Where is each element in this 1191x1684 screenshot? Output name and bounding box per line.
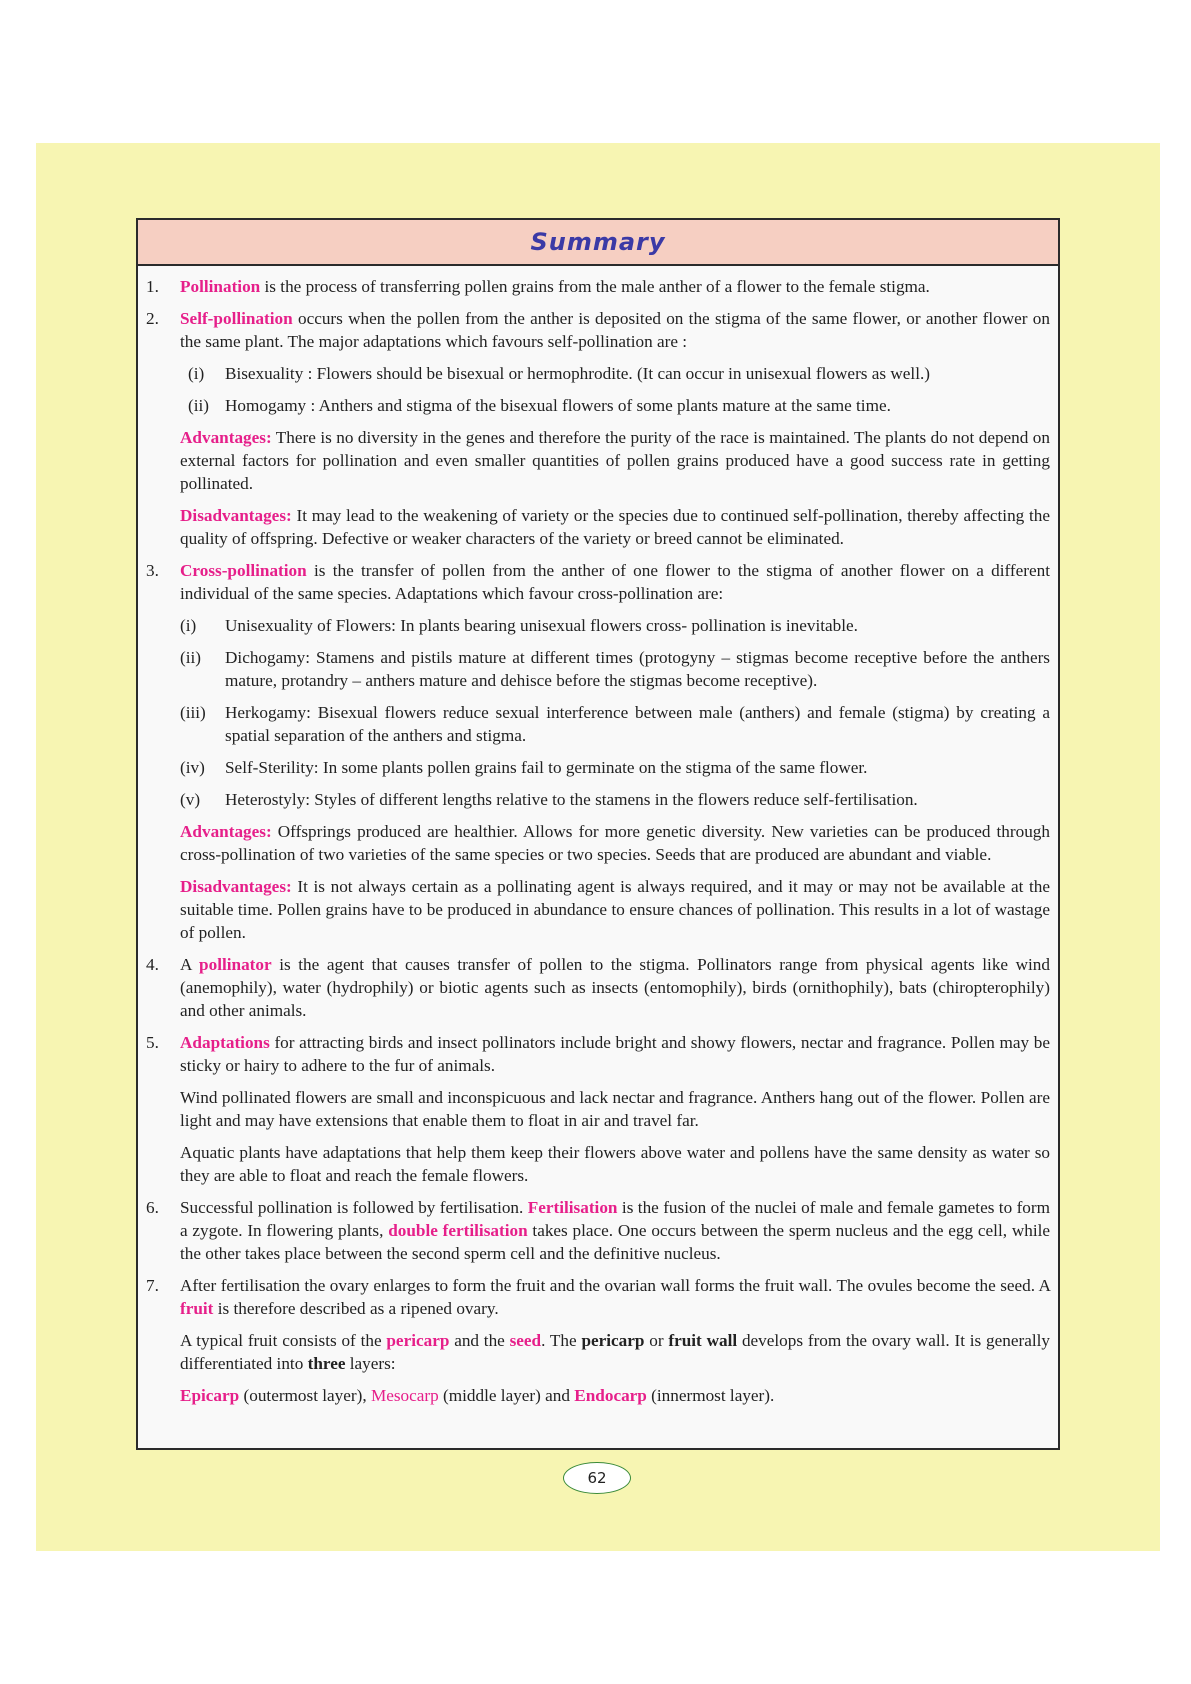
paragraph [180,1274,1050,1320]
text: Successful pollination is followed by fertilisation. [180,1198,528,1217]
sub-item-text: Bisexuality : Flowers should be bisexual or hermophrodite. (It can occur in unisexual flowers as well.) [225,364,930,383]
text: There is no diversity in the genes and therefore the purity of the race is maintained. The plants do not depend on external factors for pollination and even smaller quantities of pollen grains produced have a good success rate in getting pollinated. [180,428,1050,493]
item-number: 3. [146,561,159,580]
sub-item [180,788,1050,811]
disadvantages-paragraph [180,504,1050,550]
text: occurs when the pollen from the anther is deposited on the stigma of the same flower, or another flower on the same plant. The major adaptations which favours self-pollination are : [180,309,1050,351]
keyword: Self-pollination [180,309,293,328]
text: develops from the ovary wall. It is generally differentiated into [180,1331,1050,1373]
paragraph: Aquatic plants have adaptations that help them keep their flowers above water and pollens have the same density as water so they are able to float and reach the female flowers. [180,1143,1050,1185]
sub-item [180,646,1050,692]
list-item [146,953,1050,1022]
advantages-paragraph [180,820,1050,866]
sub-item [180,756,1050,779]
keyword: double fertilisation [388,1221,528,1240]
text: is the process of transferring pollen grains from the male anther of a flower to the female stigma. [260,277,930,296]
sub-item-number: (i) [180,616,197,635]
item-number: 4. [146,955,159,974]
item-number: 1. [146,277,159,296]
keyword: Advantages: [180,822,272,841]
keyword: Endocarp [574,1386,647,1405]
keyword: Cross-pollination [180,561,307,580]
keyword: Disadvantages: [180,506,292,525]
text: is the agent that causes transfer of pollen to the stigma. Pollinators range from physical agents like wind (anemophily), water (hydrophily) or biotic agents such as insects (entomophily), birds (ornithophily), bats (chiropterophily) and other animals. [180,955,1050,1020]
item-number: 6. [146,1198,159,1217]
text: for attracting birds and insect pollinators include bright and showy flowers, nectar and fragrance. Pollen may be sticky or hairy to adhere to the fur of animals. [180,1033,1050,1075]
sub-item-number: (v) [180,790,201,809]
text: (innermost layer). [646,1386,775,1405]
sub-item [180,614,1050,637]
sub-item-number: (i) [188,364,205,383]
advantages-paragraph [180,426,1050,495]
sub-item-text: Unisexuality of Flowers: In plants bearing unisexual flowers cross- pollination is inevitable. [225,616,858,635]
keyword: pollinator [199,955,272,974]
text: After fertilisation the ovary enlarges to form the fruit and the ovarian wall forms the fruit wall. The ovules become the seed. A [180,1276,1050,1295]
paragraph [180,953,1050,1022]
sub-item [180,362,1050,385]
text: It may lead to the weakening of variety or the species due to continued self-pollination, thereby affecting the quality of offspring. Defective or weaker characters of the variety or breed cannot be eliminated. [180,506,1050,548]
text: A typical fruit consists of the [180,1331,387,1350]
text: (middle layer) and [438,1386,575,1405]
disadvantages-paragraph [180,875,1050,944]
sub-item-number: (ii) [188,396,209,415]
text: . The [541,1331,582,1350]
item-number: 5. [146,1033,159,1052]
sub-item-text: Dichogamy: Stamens and pistils mature at different times (protogyny – stigmas become receptive before the anthers mature, protandry – anthers mature and dehisce before the stigmas become receptive). [225,648,1050,690]
list-item [146,1031,1050,1187]
paragraph [180,307,1050,353]
text: takes place. One occurs between the sperm nucleus and the egg cell, while the other takes place between the second sperm cell and the definitive nucleus. [180,1221,1050,1263]
sub-item-text: Self-Sterility: In some plants pollen grains fail to germinate on the stigma of the same flower. [225,758,868,777]
sub-item-text: Herkogamy: Bisexual flowers reduce sexual interference between male (anthers) and female (stigma) by creating a spatial separation of the anthers and stigma. [225,703,1050,745]
text: Offsprings produced are healthier. Allows for more genetic diversity. New varieties can be produced through cross-pollination of two varieties of the same species or two species. Seeds that are produced are abundant and viable. [180,822,1050,864]
keyword: Fertilisation [527,1198,618,1217]
bold-term: three [307,1354,346,1373]
list-item [146,1274,1050,1407]
item-number: 2. [146,309,159,328]
list-item [146,1196,1050,1265]
text: layers: [345,1354,396,1373]
summary-header [138,220,1058,266]
sub-item-number: (iv) [180,758,205,777]
summary-content [138,266,1058,1407]
text: A [180,955,200,974]
keyword: Advantages: [180,428,272,447]
keyword: pericarp [386,1331,450,1350]
summary-box [136,218,1060,1450]
text: is the transfer of pollen from the anther of one flower to the stigma of another flower on a different individual of the same species. Adaptations which favour cross-pollination are: [180,561,1050,603]
text: It is not always certain as a pollinating agent is always required, and it may or may not be available at the suitable time. Pollen grains have to be produced in abundance to ensure chances of pollination. This results in a lot of wastage of pollen. [180,877,1050,942]
list-item [146,307,1050,550]
sub-item [180,394,1050,417]
paragraph [180,275,1050,298]
item-number: 7. [146,1276,159,1295]
list-item [146,275,1050,298]
keyword: Pollination [180,277,261,296]
paragraph [180,1329,1050,1375]
paragraph [180,559,1050,605]
keyword: Adaptations [180,1033,270,1052]
summary-title: Summary [530,228,666,256]
keyword: Mesocarp [370,1386,439,1405]
sub-item-text: Heterostyly: Styles of different lengths relative to the stamens in the flowers reduce self-fertilisation. [225,790,918,809]
paragraph: Wind pollinated flowers are small and inconspicuous and lack nectar and fragrance. Anthers hang out of the flower. Pollen are light and may have extensions that enable them to float in air and travel far. [180,1088,1050,1130]
paragraph [180,1031,1050,1077]
sub-item [180,701,1050,747]
text: or [644,1331,669,1350]
keyword: Epicarp [180,1386,240,1405]
bold-term: fruit wall [668,1331,738,1350]
paragraph [180,1196,1050,1265]
text: and the [449,1331,510,1350]
bold-term: pericarp [581,1331,645,1350]
keyword: fruit [180,1299,214,1318]
list-item [146,559,1050,944]
keyword: seed [509,1331,542,1350]
paragraph [180,1384,1050,1407]
sub-item-text: Homogamy : Anthers and stigma of the bisexual flowers of some plants mature at the same time. [225,396,891,415]
page-number: 62 [563,1462,631,1494]
text: (outermost layer), [239,1386,371,1405]
text: is the fusion of the nuclei of male and female gametes to form a zygote. In flowering plants, [180,1198,1050,1240]
keyword: Disadvantages: [180,877,292,896]
sub-item-number: (ii) [180,648,201,667]
sub-item-number: (iii) [180,703,206,722]
text: is therefore described as a ripened ovary. [213,1299,499,1318]
